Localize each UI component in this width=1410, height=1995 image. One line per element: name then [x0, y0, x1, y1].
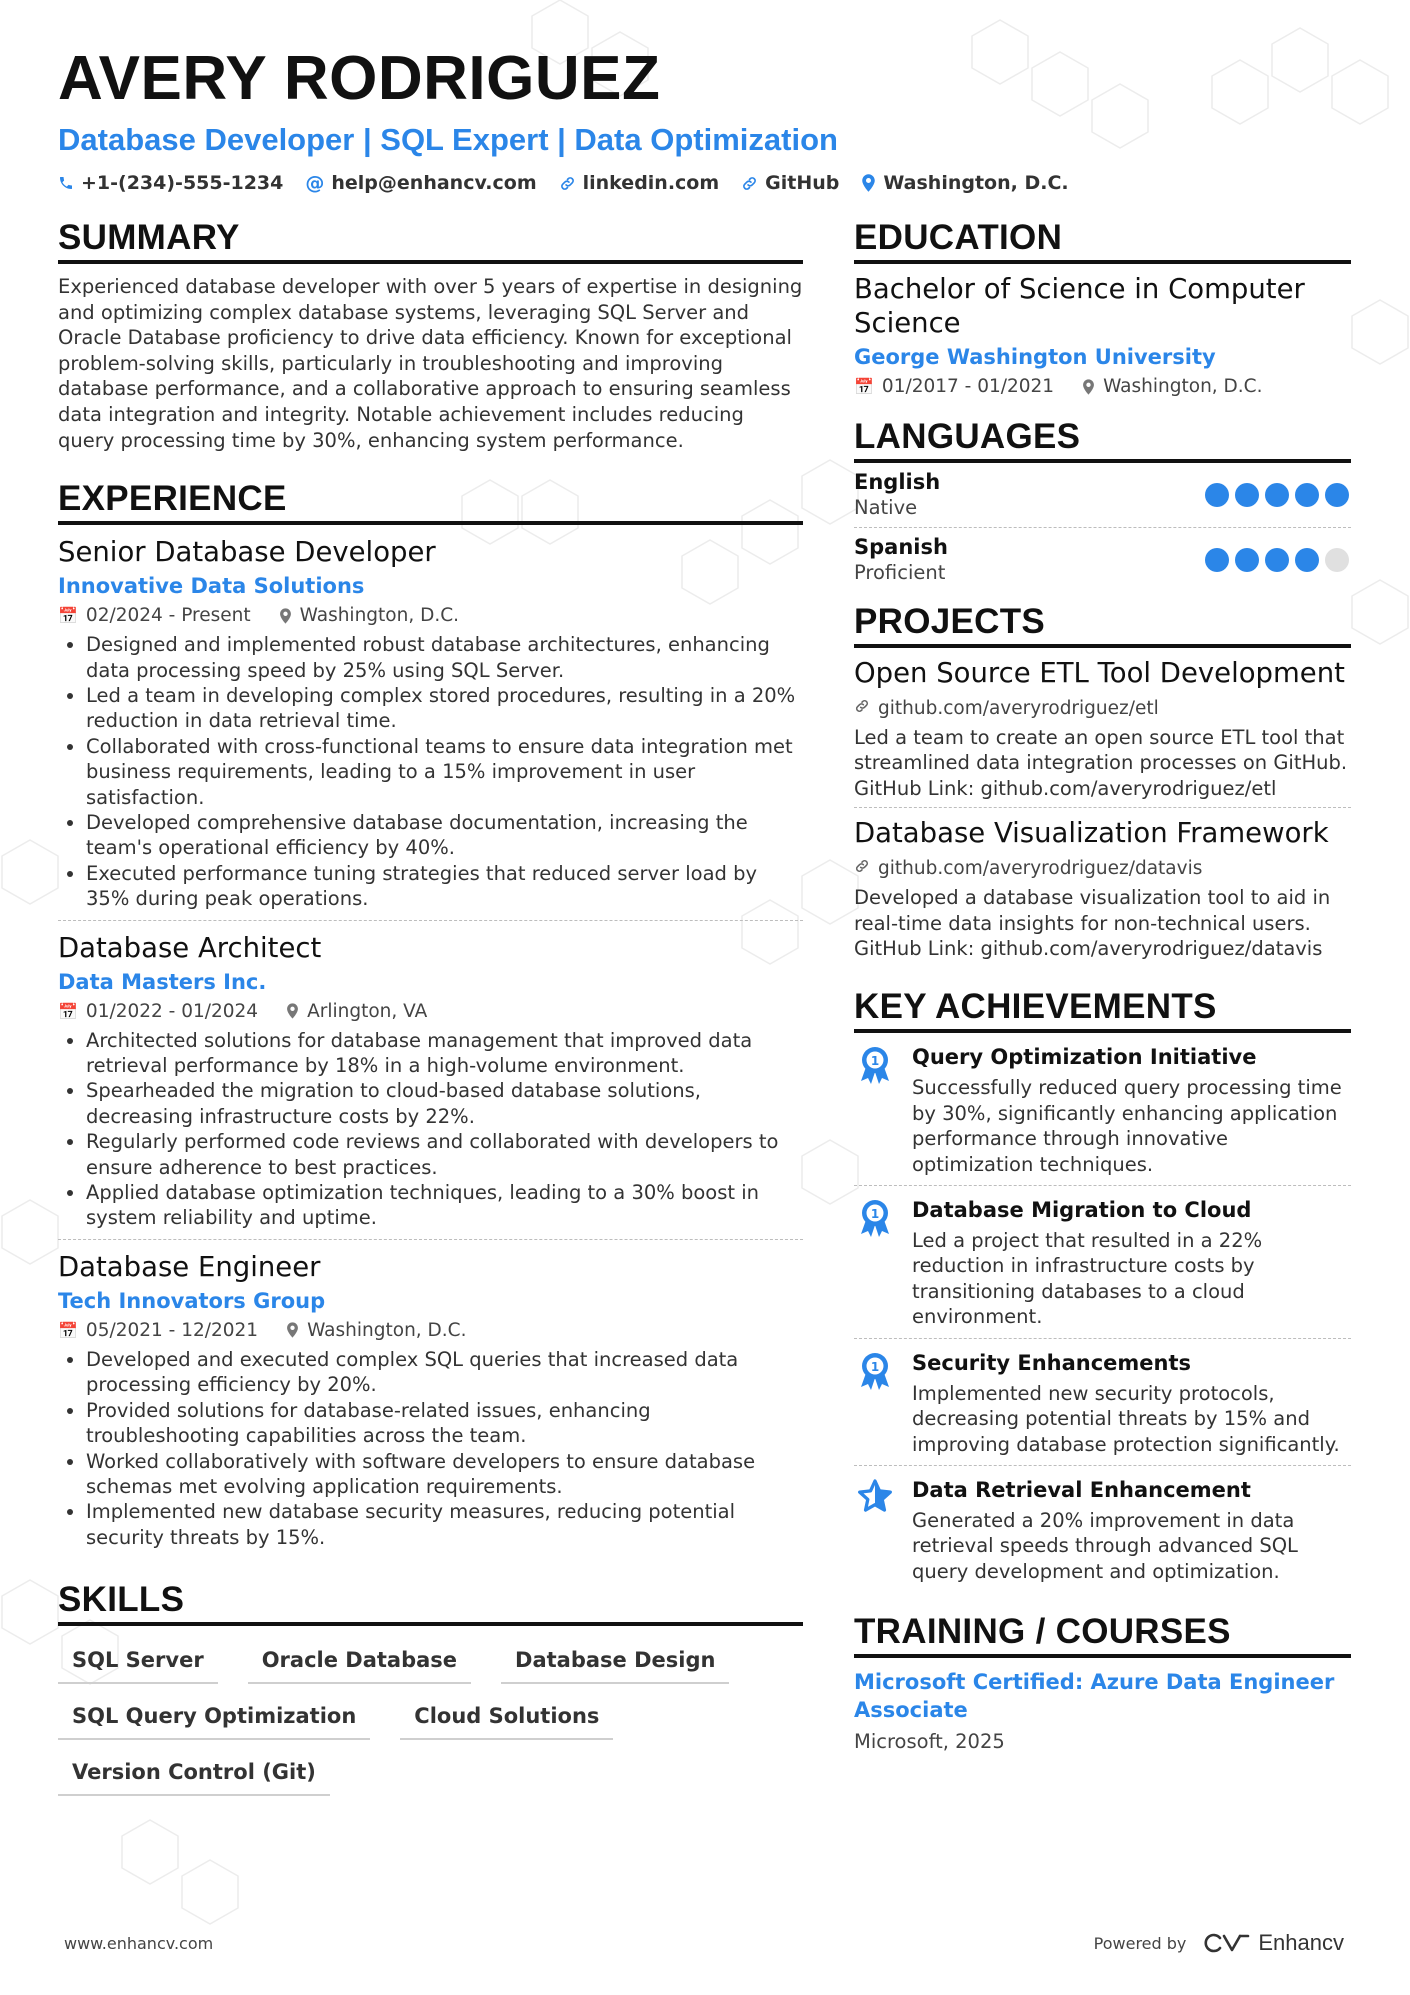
education-dates — [854, 376, 1054, 397]
calendar-icon: 📅 — [854, 377, 874, 396]
location-icon — [279, 608, 292, 624]
company-name: Tech Innovators Group — [58, 1288, 326, 1313]
course-title: Microsoft Certified: Azure Data Engineer Associate — [854, 1670, 1335, 1723]
location-icon — [286, 1003, 299, 1019]
link-icon — [559, 175, 576, 192]
project-title: Database Visualization Framework — [854, 817, 1329, 850]
education-meta — [854, 376, 1351, 397]
award-ribbon-icon — [854, 1349, 896, 1457]
project-description: Led a team to create an open source ETL tool that streamlined data integration processes on GitHub. GitHub Link: github.com/averyrodriguez/etl — [854, 726, 1348, 800]
experience-section — [58, 479, 803, 1558]
language-row — [854, 528, 1351, 592]
project-title: Open Source ETL Tool Development — [854, 657, 1345, 689]
project-link[interactable] — [854, 858, 1351, 879]
achievements-section — [854, 987, 1351, 1592]
course-provider: Microsoft, 2025 — [854, 1730, 1005, 1754]
contact-phone-text: +1-(234)-555-1234 — [81, 172, 284, 194]
job-dates-text: 05/2021 - 12/2021 — [85, 1319, 259, 1341]
job-location — [279, 605, 459, 626]
bullet: • Developed comprehensive database documentation, increasing the team's operational efficiency by 40%. — [86, 810, 803, 861]
company-name: Innovative Data Solutions — [58, 574, 365, 599]
language-level: Native — [854, 496, 918, 519]
location-icon — [286, 1322, 299, 1338]
left-column — [58, 218, 803, 1796]
education-dates-text: 01/2017 - 01/2021 — [881, 376, 1055, 397]
svg-text:1: 1 — [870, 1359, 880, 1374]
achievement-description: Led a project that resulted in a 22% reduction in infrastructure costs by transitioning databases to a cloud environment. — [912, 1229, 1263, 1329]
languages-heading: LANGUAGES — [854, 417, 1351, 463]
rating-dot — [1235, 548, 1259, 572]
achievement-entry — [854, 1033, 1351, 1185]
job-bullets — [58, 1028, 803, 1231]
page-footer — [64, 1930, 1344, 1956]
rating-dot — [1265, 483, 1289, 507]
language-name: English — [854, 470, 941, 494]
job-dates — [58, 1001, 258, 1022]
achievement-title: Data Retrieval Enhancement — [912, 1477, 1251, 1502]
candidate-title: Database Developer | SQL Expert | Data Optimization — [58, 122, 838, 157]
job-dates — [58, 1320, 258, 1341]
achievement-description: Generated a 20% improvement in data retrieval speeds through advanced SQL query development and optimization. — [912, 1508, 1298, 1583]
job-title: Senior Database Developer — [58, 536, 436, 569]
projects-section — [854, 602, 1351, 967]
powered-by-label: Powered by — [1093, 1933, 1187, 1953]
company-name: Data Masters Inc. — [58, 969, 267, 994]
contact-email-text: help@enhancv.com — [331, 172, 537, 194]
projects-heading: PROJECTS — [854, 602, 1351, 648]
languages-section — [854, 417, 1351, 592]
skill-tag: SQL Query Optimization — [58, 1698, 370, 1740]
footer-url[interactable]: www.enhancv.com — [64, 1933, 214, 1953]
skill-tag: Database Design — [501, 1642, 729, 1684]
skills-section — [58, 1580, 803, 1796]
skill-tag: SQL Server — [58, 1642, 218, 1684]
enhancv-logo-icon — [1204, 1932, 1250, 1954]
job-location — [286, 1320, 466, 1341]
job-dates-text: 02/2024 - Present — [85, 605, 251, 627]
achievement-entry — [854, 1465, 1351, 1592]
job-bullets — [58, 1347, 803, 1550]
achievements-heading: KEY ACHIEVEMENTS — [854, 987, 1351, 1033]
project-description: Developed a database visualization tool to aid in real-time data insights for non-technical users. GitHub Link: github.com/averyrodriguez/datavis — [854, 886, 1331, 961]
at-icon: @ — [305, 172, 325, 194]
language-rating — [1205, 548, 1349, 572]
link-icon — [741, 175, 758, 192]
achievement-entry — [854, 1338, 1351, 1465]
language-row — [854, 463, 1351, 528]
skills-list — [58, 1642, 803, 1796]
resume-header — [58, 44, 1358, 194]
phone-icon — [58, 175, 74, 191]
contact-bar — [58, 172, 1358, 194]
contact-location — [861, 172, 1068, 194]
language-rating — [1205, 483, 1349, 507]
contact-phone[interactable] — [58, 172, 283, 194]
bullet: • Provided solutions for database-related issues, enhancing troubleshooting capabilities across the team. — [86, 1398, 803, 1449]
contact-linkedin-text: linkedin.com — [582, 172, 720, 194]
achievement-entry — [854, 1185, 1351, 1338]
rating-dot — [1205, 548, 1229, 572]
project-link-text: github.com/averyrodriguez/datavis — [878, 858, 1203, 880]
contact-github-text: GitHub — [765, 172, 840, 194]
calendar-icon: 📅 — [58, 606, 78, 626]
skill-tag: Oracle Database — [248, 1642, 471, 1684]
skill-tag: Cloud Solutions — [400, 1698, 613, 1740]
bullet: • Applied database optimization techniques, leading to a 30% boost in system reliability and uptime. — [86, 1180, 803, 1231]
achievement-title: Database Migration to Cloud — [912, 1198, 1252, 1223]
experience-entry — [58, 525, 803, 919]
education-location-text: Washington, D.C. — [1103, 376, 1263, 397]
contact-linkedin[interactable] — [559, 172, 720, 194]
link-icon — [854, 698, 870, 719]
education-entry — [854, 264, 1351, 405]
bullet: • Regularly performed code reviews and collaborated with developers to ensure adherence to best practices. — [86, 1129, 803, 1180]
skills-heading: SKILLS — [58, 1580, 803, 1626]
job-location — [286, 1001, 427, 1022]
achievement-description: Successfully reduced query processing time by 30%, significantly enhancing application performance through innovative optimization techniques. — [912, 1076, 1342, 1176]
job-dates — [58, 605, 251, 626]
experience-entry — [58, 1239, 803, 1558]
degree: Bachelor of Science in Computer Science — [854, 273, 1305, 339]
location-icon — [861, 174, 876, 192]
bullet: • Collaborated with cross-functional teams to ensure data integration met business requirements, leading to a 15% improvement in user satisfaction. — [86, 734, 803, 810]
project-link[interactable] — [854, 698, 1351, 719]
powered-by — [1094, 1930, 1344, 1956]
project-link-text: github.com/averyrodriguez/etl — [878, 698, 1159, 719]
job-location-text: Washington, D.C. — [307, 1319, 467, 1341]
job-dates-text: 01/2022 - 01/2024 — [85, 1000, 259, 1022]
bullet: • Executed performance tuning strategies that reduced server load by 35% during peak operations. — [86, 861, 803, 912]
contact-github[interactable] — [741, 172, 839, 194]
job-bullets — [58, 632, 803, 911]
rating-dot — [1325, 483, 1349, 507]
job-location-text: Washington, D.C. — [299, 605, 460, 627]
right-column — [854, 218, 1351, 1753]
calendar-icon: 📅 — [58, 1320, 78, 1340]
job-meta — [58, 605, 803, 626]
school-name: George Washington University — [854, 345, 1216, 369]
bullet: • Developed and executed complex SQL queries that increased data processing efficiency by 20%. — [86, 1347, 803, 1398]
rating-dot — [1235, 483, 1259, 507]
bullet: • Spearheaded the migration to cloud-based database solutions, decreasing infrastructure costs by 22%. — [86, 1078, 803, 1129]
achievement-description: Implemented new security protocols, decreasing potential threats by 15% and improving database protection significantly. — [912, 1381, 1340, 1456]
language-name: Spanish — [854, 535, 948, 559]
rating-dot — [1205, 483, 1229, 507]
enhancv-logo[interactable] — [1204, 1930, 1344, 1956]
rating-dot — [1295, 483, 1319, 507]
summary-text: Experienced database developer with over 5 years of expertise in designing and optimizing complex database systems, leveraging SQL Server and Oracle Database proficiency to drive data efficiency. Known for exceptional problem-solving skills, particularly in troubleshooting and improving database performance, and a collaborative approach to ensuring seamless data integration and integrity. Notable achievement includes reducing query processing time by 30%, enhancing system performance. — [58, 275, 803, 452]
training-section — [854, 1612, 1351, 1753]
experience-heading: EXPERIENCE — [58, 479, 803, 525]
rating-dot — [1265, 548, 1289, 572]
education-location — [1082, 376, 1262, 397]
rating-dot — [1295, 548, 1319, 572]
achievement-title: Security Enhancements — [912, 1350, 1192, 1375]
job-title: Database Engineer — [58, 1250, 321, 1283]
link-icon — [854, 858, 870, 879]
experience-entry — [58, 920, 803, 1239]
job-meta — [58, 1320, 803, 1341]
svg-text:1: 1 — [870, 1054, 880, 1069]
bullet: • Designed and implemented robust database architectures, enhancing data processing speed by 25% using SQL Server. — [86, 632, 803, 683]
enhancv-brand-text: Enhancv — [1258, 1930, 1344, 1955]
bullet: • Implemented new database security measures, reducing potential security threats by 15%. — [86, 1499, 803, 1550]
rating-dot-empty — [1325, 548, 1349, 572]
skill-tag: Version Control (Git) — [58, 1754, 330, 1796]
award-ribbon-icon — [854, 1043, 896, 1177]
project-entry — [854, 807, 1351, 967]
project-entry — [854, 648, 1351, 807]
award-ribbon-icon — [854, 1196, 896, 1330]
star-icon — [854, 1476, 896, 1584]
contact-email[interactable] — [305, 172, 536, 194]
training-heading: TRAINING / COURSES — [854, 1612, 1351, 1658]
education-section — [854, 218, 1351, 405]
bullet: • Worked collaboratively with software developers to ensure database schemas met evolving application requirements. — [86, 1449, 803, 1500]
candidate-name: AVERY RODRIGUEZ — [58, 44, 661, 113]
job-meta — [58, 1001, 803, 1022]
job-title: Database Architect — [58, 931, 322, 964]
contact-location-text: Washington, D.C. — [883, 172, 1069, 194]
achievement-title: Query Optimization Initiative — [912, 1045, 1257, 1070]
summary-section — [58, 218, 803, 453]
location-icon — [1082, 379, 1095, 395]
calendar-icon: 📅 — [58, 1001, 78, 1021]
svg-text:1: 1 — [870, 1207, 880, 1222]
summary-heading: SUMMARY — [58, 218, 803, 264]
language-level: Proficient — [854, 561, 946, 584]
job-location-text: Arlington, VA — [307, 1000, 428, 1022]
education-heading: EDUCATION — [854, 218, 1351, 264]
bullet: • Led a team in developing complex stored procedures, resulting in a 20% reduction in data retrieval time. — [86, 683, 803, 734]
bullet: • Architected solutions for database management that improved data retrieval performance by 18% in a high-volume environment. — [86, 1028, 803, 1079]
